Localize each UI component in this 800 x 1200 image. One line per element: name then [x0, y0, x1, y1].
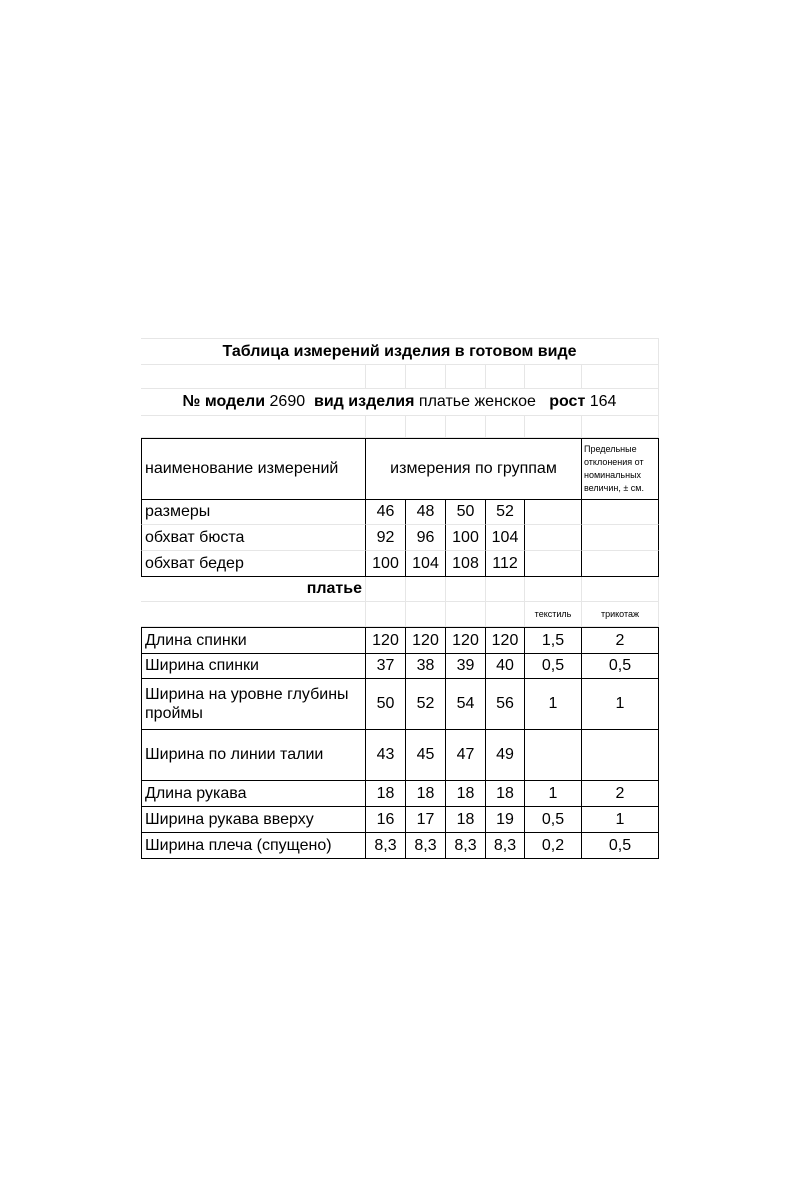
row-empty: [582, 500, 659, 525]
row-value: 18: [366, 781, 406, 807]
empty-row: [141, 365, 659, 389]
table-row: [141, 679, 659, 730]
row-value: 120: [366, 627, 406, 654]
row-textile: 1: [525, 781, 582, 807]
row-name: Ширина по линии талии: [141, 730, 366, 781]
row-value: 39: [446, 654, 486, 679]
row-textile: 0,2: [525, 833, 582, 859]
row-value: 40: [486, 654, 525, 679]
row-value: 112: [486, 551, 525, 577]
row-value: 54: [446, 679, 486, 730]
row-value: 16: [366, 807, 406, 833]
row-value: 56: [486, 679, 525, 730]
row-name: размеры: [141, 500, 366, 525]
row-value: 18: [486, 781, 525, 807]
table-row: [141, 781, 659, 807]
table-title: Таблица измерений изделия в готовом виде: [141, 338, 659, 365]
row-value: 52: [486, 500, 525, 525]
row-value: 46: [366, 500, 406, 525]
height-label: рост: [549, 393, 586, 411]
row-value: 100: [446, 525, 486, 551]
row-empty: [582, 551, 659, 577]
row-value: 8,3: [486, 833, 525, 859]
row-value: 50: [366, 679, 406, 730]
row-value: 50: [446, 500, 486, 525]
row-name: Ширина на уровне глубины проймы: [141, 679, 366, 730]
row-knit: 1: [582, 679, 659, 730]
row-value: 38: [406, 654, 446, 679]
row-value: 19: [486, 807, 525, 833]
section-row: [141, 577, 659, 602]
row-value: 18: [406, 781, 446, 807]
row-empty: [525, 551, 582, 577]
header-tolerance: Предельные отклонения от номинальных величин, ± см.: [582, 438, 659, 500]
row-value: 104: [406, 551, 446, 577]
row-value: 120: [446, 627, 486, 654]
measurement-rows: [141, 627, 659, 859]
base-rows: [141, 500, 659, 577]
row-knit: 2: [582, 627, 659, 654]
row-value: 37: [366, 654, 406, 679]
row-knit: 1: [582, 807, 659, 833]
row-value: 8,3: [446, 833, 486, 859]
row-value: 47: [446, 730, 486, 781]
row-value: 8,3: [366, 833, 406, 859]
subheader-textile: текстиль: [525, 602, 582, 627]
table-row: [141, 654, 659, 679]
header-row: [141, 438, 659, 500]
type-value: платье женское: [418, 393, 536, 411]
table-row: [141, 833, 659, 859]
row-value: 52: [406, 679, 446, 730]
row-value: 18: [446, 781, 486, 807]
row-value: 18: [446, 807, 486, 833]
row-textile: 0,5: [525, 807, 582, 833]
row-name: Ширина плеча (спущено): [141, 833, 366, 859]
header-groups: измерения по группам: [366, 438, 582, 500]
table-row: [141, 807, 659, 833]
row-empty: [525, 525, 582, 551]
section-title: платье: [141, 577, 366, 602]
subheader-row: [141, 602, 659, 627]
row-value: 8,3: [406, 833, 446, 859]
row-value: 96: [406, 525, 446, 551]
row-name: Длина рукава: [141, 781, 366, 807]
row-name: обхват бедер: [141, 551, 366, 577]
row-value: 17: [406, 807, 446, 833]
height-value: 164: [589, 393, 617, 411]
row-value: 120: [486, 627, 525, 654]
measurement-table: [141, 338, 659, 859]
table-row: [141, 500, 659, 525]
row-textile: [525, 730, 582, 781]
row-empty: [582, 525, 659, 551]
row-textile: 0,5: [525, 654, 582, 679]
table-row: [141, 730, 659, 781]
model-value: 2690: [269, 393, 306, 411]
subheader-knit: трикотаж: [582, 602, 659, 627]
row-knit: 0,5: [582, 833, 659, 859]
type-label: вид изделия: [314, 393, 415, 411]
row-value: 100: [366, 551, 406, 577]
model-info: [141, 389, 659, 416]
row-textile: 1: [525, 679, 582, 730]
row-value: 45: [406, 730, 446, 781]
table-row: [141, 525, 659, 551]
row-value: 43: [366, 730, 406, 781]
row-name: обхват бюста: [141, 525, 366, 551]
model-info-row: [141, 389, 659, 416]
row-value: 120: [406, 627, 446, 654]
table-row: [141, 551, 659, 577]
row-textile: 1,5: [525, 627, 582, 654]
row-name: Длина спинки: [141, 627, 366, 654]
title-row: [141, 338, 659, 365]
row-knit: 0,5: [582, 654, 659, 679]
row-value: 49: [486, 730, 525, 781]
row-knit: [582, 730, 659, 781]
row-empty: [525, 500, 582, 525]
row-knit: 2: [582, 781, 659, 807]
row-name: Ширина рукава вверху: [141, 807, 366, 833]
model-label: № модели: [182, 393, 266, 411]
header-name: наименование измерений: [141, 438, 366, 500]
row-name: Ширина спинки: [141, 654, 366, 679]
row-value: 48: [406, 500, 446, 525]
row-value: 108: [446, 551, 486, 577]
empty-row: [141, 416, 659, 438]
row-value: 104: [486, 525, 525, 551]
table-row: [141, 627, 659, 654]
row-value: 92: [366, 525, 406, 551]
